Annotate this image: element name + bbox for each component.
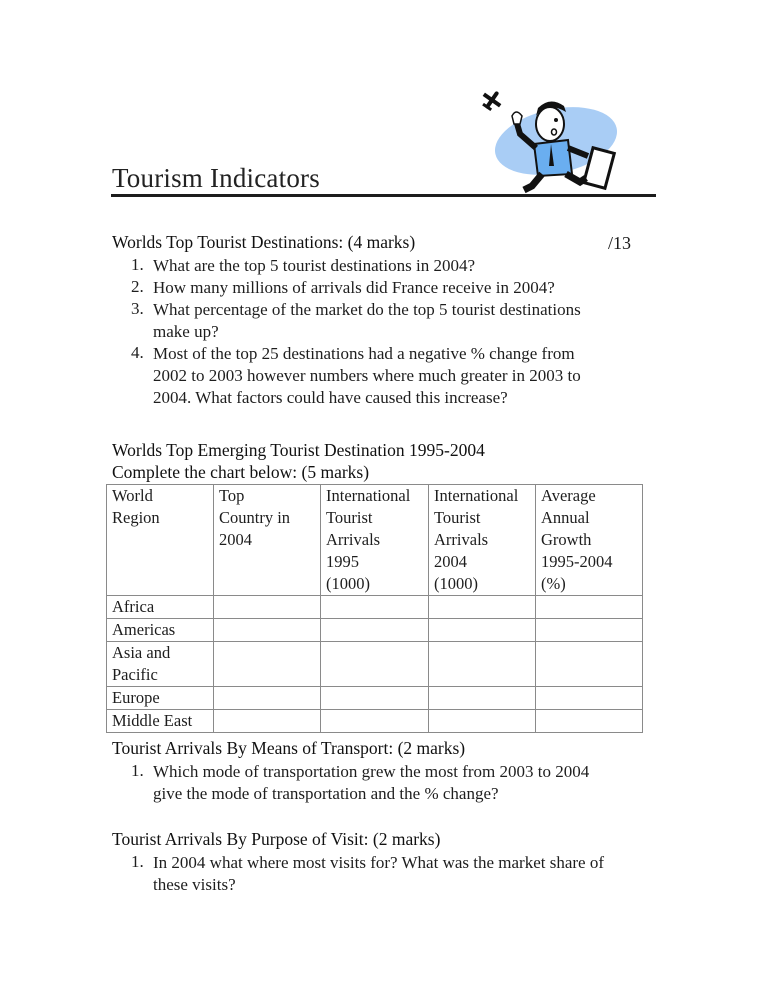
question-4-1 bbox=[131, 852, 604, 896]
businessman-clipart-icon bbox=[476, 86, 626, 196]
question-number: 4. bbox=[131, 343, 144, 362]
answer-cell[interactable] bbox=[321, 596, 429, 619]
question-text: these visits? bbox=[153, 875, 236, 894]
region-cell: Africa bbox=[107, 596, 214, 619]
header-arrivals-2004: International Tourist Arrivals 2004 (1000) bbox=[429, 485, 536, 596]
answer-cell[interactable] bbox=[429, 596, 536, 619]
answer-cell[interactable] bbox=[214, 687, 321, 710]
question-number: 1. bbox=[131, 255, 144, 274]
region-cell: Europe bbox=[107, 687, 214, 710]
answer-cell[interactable] bbox=[214, 710, 321, 733]
header-top-country: Top Country in 2004 bbox=[214, 485, 321, 596]
question-1-3 bbox=[131, 299, 581, 343]
answer-cell[interactable] bbox=[214, 596, 321, 619]
answer-cell[interactable] bbox=[536, 619, 643, 642]
region-cell: Asia and Pacific bbox=[107, 642, 214, 687]
question-number: 3. bbox=[131, 299, 144, 318]
header-world-region: World Region bbox=[107, 485, 214, 596]
question-text: What are the top 5 tourist destinations in 2004? bbox=[153, 256, 475, 275]
answer-cell[interactable] bbox=[214, 619, 321, 642]
section-heading-top-destinations: Worlds Top Tourist Destinations: (4 marks) bbox=[112, 232, 416, 252]
question-text: 2004. What factors could have caused this increase? bbox=[153, 388, 508, 407]
question-text: give the mode of transportation and the % change? bbox=[153, 784, 499, 803]
question-text: How many millions of arrivals did France receive in 2004? bbox=[153, 278, 555, 297]
question-1-4 bbox=[131, 343, 581, 409]
answer-cell[interactable] bbox=[321, 710, 429, 733]
answer-cell[interactable] bbox=[429, 642, 536, 687]
region-cell: Middle East bbox=[107, 710, 214, 733]
total-marks: /13 bbox=[608, 233, 632, 253]
table-row-europe bbox=[107, 687, 643, 710]
question-number: 1. bbox=[131, 761, 144, 780]
emerging-destinations-table bbox=[106, 484, 643, 733]
header-average-growth: Average Annual Growth 1995-2004 (%) bbox=[536, 485, 643, 596]
question-3-1 bbox=[131, 761, 589, 805]
page-title: Tourism Indicators bbox=[112, 163, 320, 193]
answer-cell[interactable] bbox=[536, 596, 643, 619]
answer-cell[interactable] bbox=[321, 619, 429, 642]
section-subheading-complete-chart: Complete the chart below: (5 marks) bbox=[112, 462, 370, 482]
table-row-asia-pacific bbox=[107, 642, 643, 687]
answer-cell[interactable] bbox=[536, 687, 643, 710]
answer-cell[interactable] bbox=[214, 642, 321, 687]
table-row-americas bbox=[107, 619, 643, 642]
table-row-africa bbox=[107, 596, 643, 619]
answer-cell[interactable] bbox=[536, 710, 643, 733]
section-heading-means-of-transport: Tourist Arrivals By Means of Transport: (2 marks) bbox=[112, 738, 466, 758]
table-header-row bbox=[107, 485, 643, 596]
question-text: What percentage of the market do the top 5 tourist destinations bbox=[153, 300, 581, 319]
section-heading-emerging-destinations: Worlds Top Emerging Tourist Destination 1995-2004 bbox=[112, 440, 485, 460]
answer-cell[interactable] bbox=[536, 642, 643, 687]
question-number: 2. bbox=[131, 277, 144, 296]
header-arrivals-1995: International Tourist Arrivals 1995 (1000) bbox=[321, 485, 429, 596]
question-1-2 bbox=[131, 277, 555, 299]
answer-cell[interactable] bbox=[321, 642, 429, 687]
question-text: 2002 to 2003 however numbers where much greater in 2003 to bbox=[153, 366, 581, 385]
question-text: In 2004 what where most visits for? What was the market share of bbox=[153, 853, 605, 872]
section-heading-purpose-of-visit: Tourist Arrivals By Purpose of Visit: (2 marks) bbox=[112, 829, 441, 849]
answer-cell[interactable] bbox=[429, 710, 536, 733]
answer-cell[interactable] bbox=[429, 687, 536, 710]
question-number: 1. bbox=[131, 852, 144, 871]
region-cell: Americas bbox=[107, 619, 214, 642]
table-row-middle-east bbox=[107, 710, 643, 733]
question-1-1 bbox=[131, 255, 475, 277]
question-text: make up? bbox=[153, 322, 219, 341]
question-text: Most of the top 25 destinations had a negative % change from bbox=[153, 344, 575, 363]
answer-cell[interactable] bbox=[429, 619, 536, 642]
answer-cell[interactable] bbox=[321, 687, 429, 710]
question-text: Which mode of transportation grew the most from 2003 to 2004 bbox=[153, 762, 590, 781]
